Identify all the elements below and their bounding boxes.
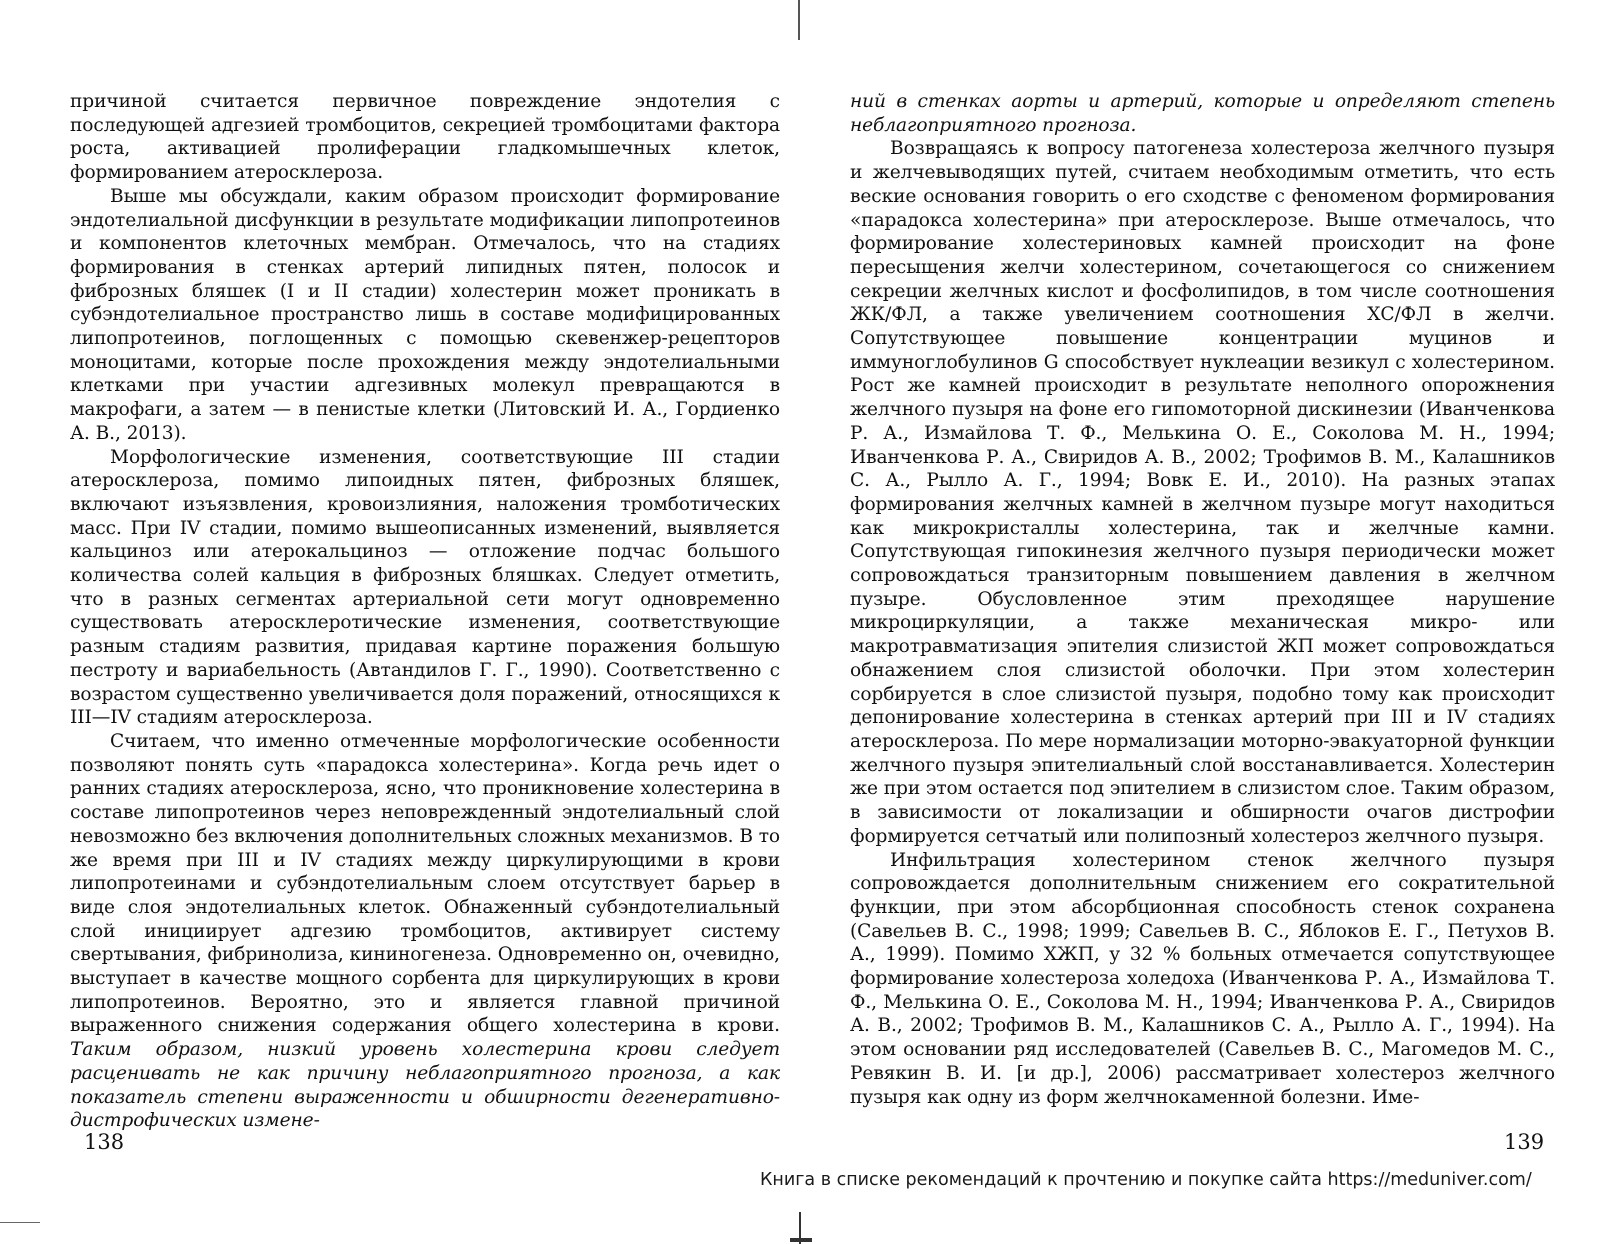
scan-edge-line — [0, 1222, 40, 1223]
paragraph — [70, 730, 780, 1133]
paragraph: Выше мы обсуждали, каким образом происходит формирование эндотелиальной дисфункции в результате модификации липопротеинов и компонентов клеточных мембран. Отмечалось, что на стадиях формирования в стенках артерий липидных пятен, полосок и фиброзных бляшек (I и II стадии) холестерин может проникать в субэндотелиальное пространство лишь в составе модифицированных липопротеинов, поглощенных с помощью скевенжер-рецепторов моноцитами, которые после прохождения между эндотелиальными клетками при участии адгезивных молекул превращаются в макрофаги, а затем — в пенистые клетки (Литовский И. А., Гордиенко А. В., 2013). — [70, 185, 780, 444]
paragraph: Инфильтрация холестерином стенок желчного пузыря сопровождается дополнительным снижением его сократительной функции, при этом абсорбционная способность стенок сохранена (Савельев В. С., 1998; 1999; Савельев В. С., Яблоков Е. Г., Петухов В. А., 1999). Помимо ХЖП, у 32 % больных отмечается сопутствующее формирование холестероза холедоха (Иванченкова Р. А., Измайлова Т. Ф., Мелькина О. Е., Соколова М. Н., 1994; Иванченкова Р. А., Свиридов А. В., 2002; Трофимов В. М., Калашников С. А., Рылло А. Г., 1994). На этом основании ряд исследователей (Савельев В. С., Магомедов М. С., Ревякин В. И. [и др.], 2006) рассматривает холестероз желчного пузыря как одну из форм желчнокаменной болезни. Име- — [850, 849, 1555, 1108]
page-number-left: 138 — [84, 1130, 125, 1154]
page-spine-top — [798, 0, 800, 40]
right-page-text — [850, 90, 1555, 1109]
paragraph: Морфологические изменения, соответствующие III стадии атеросклероза, помимо липоидных пятен, фиброзных бляшек, включают изъязвления, кровоизлияния, наложения тромботических масс. При IV стадии, помимо вышеописанных изменений, выявляется кальциноз или атерокальциноз — отложение подчас большого количества солей кальция в фиброзных бляшках. Следует отметить, что в разных сегментах артериальной сети могут одновременно существовать атеросклеротические изменения, соответствующие разным стадиям развития, придавая картине поражения большую пестроту и вариабельность (Автандилов Г. Г., 1990). Соответственно с возрастом существенно увеличивается доля поражений, относящихся к III—IV стадиям атеросклероза. — [70, 446, 780, 729]
footer-watermark: Книга в списке рекомендаций к прочтению и покупке сайта https://meduniver.com/ — [760, 1170, 1532, 1190]
page-spine-foot — [790, 1238, 812, 1242]
left-page-text — [70, 90, 780, 1133]
paragraph-text: Считаем, что именно отмеченные морфологические особенности позволяют понять суть «парадокса холестерина». Когда речь идет о ранних стадиях атеросклероза, ясно, что проникновение холестерина в составе липопротеинов через неповрежденный эндотелиальный слой невозможно без включения дополнительных сложных механизмов. В то же время при III и IV стадиях между циркулирующими в крови липопротеинами и субэндотелиальным слоем отсутствует барьер в виде слоя эндотелиальных клеток. Обнаженный субэндотелиальный слой инициирует адгезию тромбоцитов, активирует систему свертывания, фибринолиза, кининогенеза. Одновременно он, очевидно, выступает в качестве мощного сорбента для циркулирующих в крови липопротеинов. Вероятно, это и является главной причиной выраженного снижения содержания общего холестерина в крови. — [70, 730, 780, 1037]
italic-continuation: ний в стенках аорты и артерий, которые и определяют степень неблагоприятного прогноза. — [850, 91, 1555, 136]
paragraph: причиной считается первичное повреждение эндотелия с последующей адгезией тромбоцитов, секрецией тромбоцитами фактора роста, активацией пролиферации гладкомышечных клеток, формированием атеросклероза. — [70, 91, 780, 184]
italic-conclusion: Таким образом, низкий уровень холестерина крови следует расценивать не как причину неблагоприятного прогноза, а как показатель степени выраженности и обширности дегенеративно-дистрофических измене- — [70, 1039, 780, 1132]
page-number-right: 139 — [1504, 1130, 1545, 1154]
paragraph: Возвращаясь к вопросу патогенеза холестероза желчного пузыря и желчевыводящих путей, считаем необходимым отметить, что есть веские основания говорить о его сходстве с феноменом формирования «парадокса холестерина» при атеросклерозе. Выше отмечалось, что формирование холестериновых камней происходит на фоне пересыщения желчи холестерином, сочетающегося со снижением секреции желчных кислот и фосфолипидов, в том числе соотношения ЖК/ФЛ, а также увеличением соотношения ХС/ФЛ в желчи. Сопутствующее повышение концентрации муцинов и иммуноглобулинов G способствует нуклеации везикул с холестерином. Рост же камней происходит в результате неполного опорожнения желчного пузыря на фоне его гипомоторной дискинезии (Иванченкова Р. А., Измайлова Т. Ф., Мелькина О. Е., Соколова М. Н., 1994; Иванченкова Р. А., Свиридов А. В., 2002; Трофимов В. М., Калашников С. А., Рылло А. Г., 1994; Вовк Е. И., 2010). На разных этапах формирования желчных камней в желчном пузыре могут находиться как микрокристаллы холестерина, так и желчные камни. Сопутствующая гипокинезия желчного пузыря периодически может сопровождаться транзиторным повышением давления в желчном пузыре. Обусловленное этим преходящее нарушение микроциркуляции, а также механическая микро- или макротравматизация эпителия слизистой ЖП может сопровождаться обнажением слоя слизистой оболочки. При этом холестерин сорбируется в слое слизистой пузыря, подобно тому как происходит депонирование холестерина в стенках артерий при III и IV стадиях атеросклероза. По мере нормализации моторно-эвакуаторной функции желчного пузыря эпителиальный слой восстанавливается. Холестерин же при этом остается под эпителием в слизистом слое. Таким образом, в зависимости от локализации и обширности очагов дистрофии формируется сетчатый или полипозный холестероз желчного пузыря. — [850, 138, 1555, 847]
